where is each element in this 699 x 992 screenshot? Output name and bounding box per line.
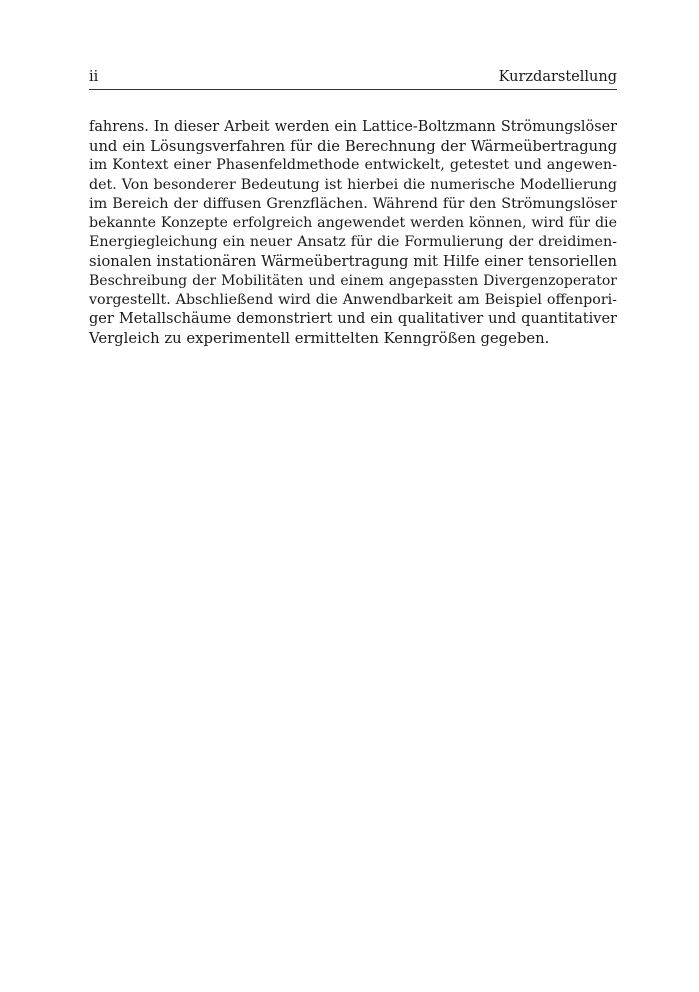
- header-rule: [89, 89, 617, 90]
- text-line: fahrens. In dieser Arbeit werden ein Lattice-Boltzmann Strömungslöser: [89, 119, 617, 135]
- running-head: [89, 68, 617, 88]
- text-line: Energiegleichung ein neuer Ansatz für die Formulierung der dreidimen-: [89, 234, 617, 251]
- running-title: Kurzdarstellung: [498, 69, 617, 85]
- text-line: sionalen instationären Wärmeübertragung mit Hilfe einer tensoriellen: [89, 253, 617, 271]
- page-number: ii: [89, 69, 99, 85]
- text-line: vorgestellt. Abschließend wird die Anwendbarkeit am Beispiel offenpori-: [89, 291, 617, 308]
- text-line: bekannte Konzepte erfolgreich angewendet werden können, wird für die: [89, 215, 617, 232]
- text-line: Vergleich zu experimentell ermittelten Kenngrößen gegeben.: [89, 330, 550, 348]
- text-line: und ein Lösungsverfahren für die Berechnung der Wärmeübertragung: [89, 138, 617, 156]
- body-paragraph: [89, 118, 617, 348]
- text-line: ger Metallschäume demonstriert und ein qualitativer und quantitativer: [89, 311, 617, 328]
- text-line: im Kontext einer Phasenfeldmethode entwickelt, getestet und angewen-: [89, 157, 617, 174]
- text-line: im Bereich der diffusen Grenzflächen. Während für den Strömungslöser: [89, 195, 617, 212]
- text-line: Beschreibung der Mobilitäten und einem angepassten Divergenzoperator: [89, 272, 617, 289]
- text-line: det. Von besonderer Bedeutung ist hierbei die numerische Modellierung: [89, 176, 617, 193]
